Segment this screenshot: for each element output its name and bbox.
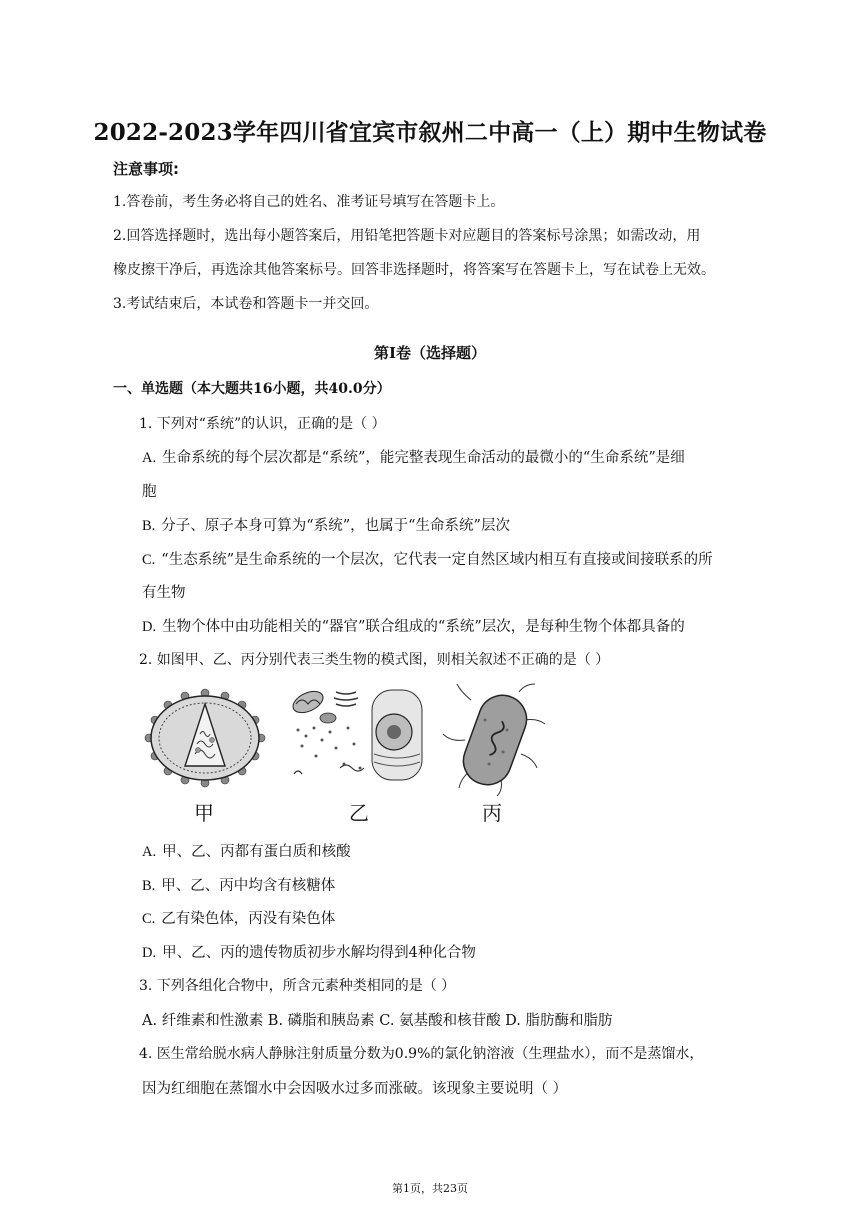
question-stem-continued: 因为红细胞在蒸馏水中会因吸水过多而涨破。该现象主要说明（ ） [142, 1081, 568, 1097]
eukaryotic-cell-figure [288, 684, 428, 792]
option [142, 480, 157, 501]
option-text: 生物个体中由功能相关的“器官”联合组成的“系统”层次，是每种生物个体都具备的 [162, 619, 685, 635]
part-title: 一、单选题（本大题共16小题，共40.0分） [113, 381, 391, 397]
section-title: 第Ⅰ卷（选择题） [373, 344, 487, 362]
option-label: D. [142, 945, 157, 961]
option [142, 615, 685, 636]
question-stem: 3. 下列各组化合物中，所含元素种类相同的是（ ） [139, 978, 456, 994]
option [142, 874, 335, 895]
option-text: 生命系统的每个层次都是“系统”，能完整表现生命活动的最微小的“生命系统”是细 [162, 450, 685, 466]
option [142, 548, 713, 569]
inline-options: A. 纤维素和性激素 B. 磷脂和胰岛素 C. 氨基酸和核苷酸 D. 脂肪酶和脂肪 [142, 1013, 613, 1029]
option [142, 840, 351, 861]
option-label: A. [142, 844, 157, 860]
option-label: C. [142, 552, 156, 568]
organism-figures [136, 680, 556, 830]
option-label: B. [142, 878, 156, 894]
option-text: “生态系统”是生命系统的一个层次，它代表一定自然区域内相互有直接或间接联系的所 [161, 552, 713, 568]
question-stem: 4. 医生常给脱水病人静脉注射质量分数为0.9%的氯化钠溶液（生理盐水），而不是蒸馏水， [139, 1046, 704, 1062]
notice-line: 3.考试结束后，本试卷和答题卡一并交回。 [113, 296, 379, 312]
option [142, 514, 510, 535]
option [142, 446, 685, 467]
question-stem: 2. 如图甲、乙、丙分别代表三类生物的模式图，则相关叙述不正确的是（ ） [139, 652, 610, 668]
figure-label: 甲 [194, 801, 214, 825]
notice-line: 2.回答选择题时，选出每小题答案后，用铅笔把答题卡对应题目的答案标号涂黑；如需改动，用 [113, 228, 701, 244]
option [142, 941, 476, 962]
virus-figure [140, 688, 270, 788]
option-label: C. [142, 911, 156, 927]
option-text: 甲、乙、丙都有蛋白质和核酸 [162, 844, 351, 860]
option-text: 有生物 [142, 585, 186, 601]
paper-title: 2022-2023学年四川省宜宾市叙州二中高一（上）期中生物试卷 [93, 119, 767, 146]
notice-line: 1.答卷前，考生务必将自己的姓名、准考证号填写在答题卡上。 [113, 194, 505, 210]
option-label: B. [142, 518, 156, 534]
notice-line: 橡皮擦干净后，再选涂其他答案标号。回答非选择题时，将答案写在答题卡上，写在试卷上无效。 [113, 262, 715, 278]
page-footer: 第1页，共23页 [392, 1182, 468, 1195]
figure-label: 丙 [482, 801, 502, 825]
option-text: 甲、乙、丙的遗传物质初步水解均得到4种化合物 [162, 945, 476, 961]
option-text: 乙有染色体，丙没有染色体 [161, 911, 336, 927]
option [142, 581, 186, 602]
figure-label: 乙 [349, 801, 369, 825]
option-text: 胞 [142, 484, 157, 500]
option [142, 907, 335, 928]
notice-heading: 注意事项: [113, 160, 179, 178]
option-text: 分子、原子本身可算为“系统”，也属于“生命系统”层次 [161, 518, 510, 534]
option-label: D. [142, 619, 157, 635]
option-label: A. [142, 450, 157, 466]
bacterium-figure [441, 680, 551, 798]
question-stem: 1. 下列对“系统”的认识，正确的是（ ） [139, 416, 386, 432]
option-text: 甲、乙、丙中均含有核糖体 [161, 878, 336, 894]
